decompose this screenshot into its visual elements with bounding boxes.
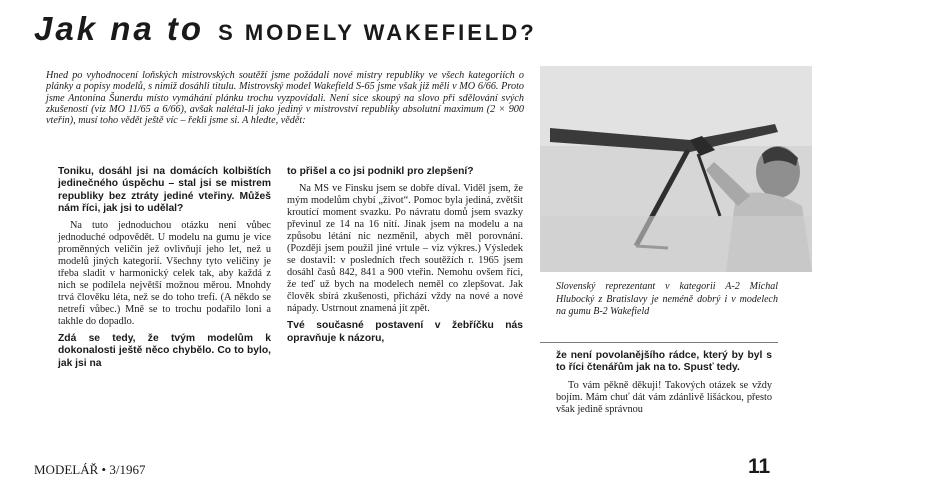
question-2: Zdá se tedy, že tvým modelům k dokonalosti ještě něco chybělo. Co to bylo, jak jsi na [58,333,271,369]
column-2 [287,166,523,350]
column-1 [58,166,271,375]
photo-illustration [540,66,812,272]
column-3 [556,350,772,421]
divider [540,342,778,343]
footer-magazine: MODELÁŘ • 3/1967 [34,462,146,477]
photo-caption: Slovenský reprezentant v kategorii A-2 Michal Hlubocký z Bratislavy je neméně dobrý i v modelech na gumu B-2 Wakefield [556,281,778,317]
answer-1: Na tuto jednoduchou otázku není vůbec jednoduché odpovědět. U modelu na gumu je více proměnných veličin jež ovlivňují jeho let, než u modelů jiných kategorií. Všechny tyto veličiny je třeba sladit v harmonický celek tak, aby každá z nich se podílela největší možnou měrou. Mnohdy trvá člověku léta, než se do toho trefí. (A někdo se netrefí vůbec.) Mně se to trochu podařilo loni a takhle do dopadlo. [58,220,271,328]
article-title [34,10,537,48]
page-number: 11 [748,455,771,478]
question-3-continued: že není povolanějšího rádce, který by byl s to říci čtenářům jak na to. Spusť tedy. [556,350,772,374]
title-sub: S MODELY WAKEFIELD? [218,20,537,45]
photo-modeler-with-glider [540,66,812,272]
answer-3: To vám pěkně děkuji! Takových otázek se vždy bojím. Mám chuť dát vám zdánlivě lišáckou, přesto však jedině správnou [556,379,772,415]
question-1: Toniku, dosáhl jsi na domácích kolbištích jedinečného úspěchu – stal jsi se mistrem republiky bez ztráty jediné vteřiny. Můžeš nám říci, jak jsi to udělal? [58,166,271,214]
answer-2: Na MS ve Finsku jsem se dobře díval. Viděl jsem, že mým modelům chybí „život“. Pomoc byla jediná, zvětšit kroutící moment svazku. Po návratu domů jsem svazky převinul ze 14 na 16 nití. Jinak jsem na modelu a na způsobu létání nic nezměnil, abych měl porovnání. (Později jsem použil jiné vrtule – viz výkres.) Výsledek se dostavil: v posledních třech soutěžích r. 1965 jsem dosáhl časů 842, 841 a 900 vteřin. Nemohu ovšem říci, že teď už bych na modelech neměl co zlepšovat. Jak člověk sbírá zkušenosti, přichází vždy na nové a nové nápady. Ustrnout znamená jít zpět. [287,183,523,315]
intro-paragraph: Hned po vyhodnocení loňských mistrovských soutěží jsme požádali nové mistry republiky ve všech kategoriích o plánky a popisy modelů, s nimiž dosáhli titulu. Mistrovský model Wakefield S-65 jsme však již měli v MO 6/66. Proto jsme Antonína Šunerdu místo vymáhání plánku trochu vyzpovídali. Není sice skoupý na slovo při sdělování svých zkušeností (viz MO 11/65 a 6/66), avšak nalétal-li jako jediný v mistrovství republiky absolutní maximum (2 × 900 vteřin), musí toho vědět ještě víc – řekli jsme si. A hledte, vědět: [46,70,524,127]
question-3: Tvé současné postavení v žebříčku nás opravňuje k názoru, [287,320,523,344]
question-2-continued: to přišel a co jsi podnikl pro zlepšení? [287,166,474,177]
title-main: Jak na to [34,10,205,47]
